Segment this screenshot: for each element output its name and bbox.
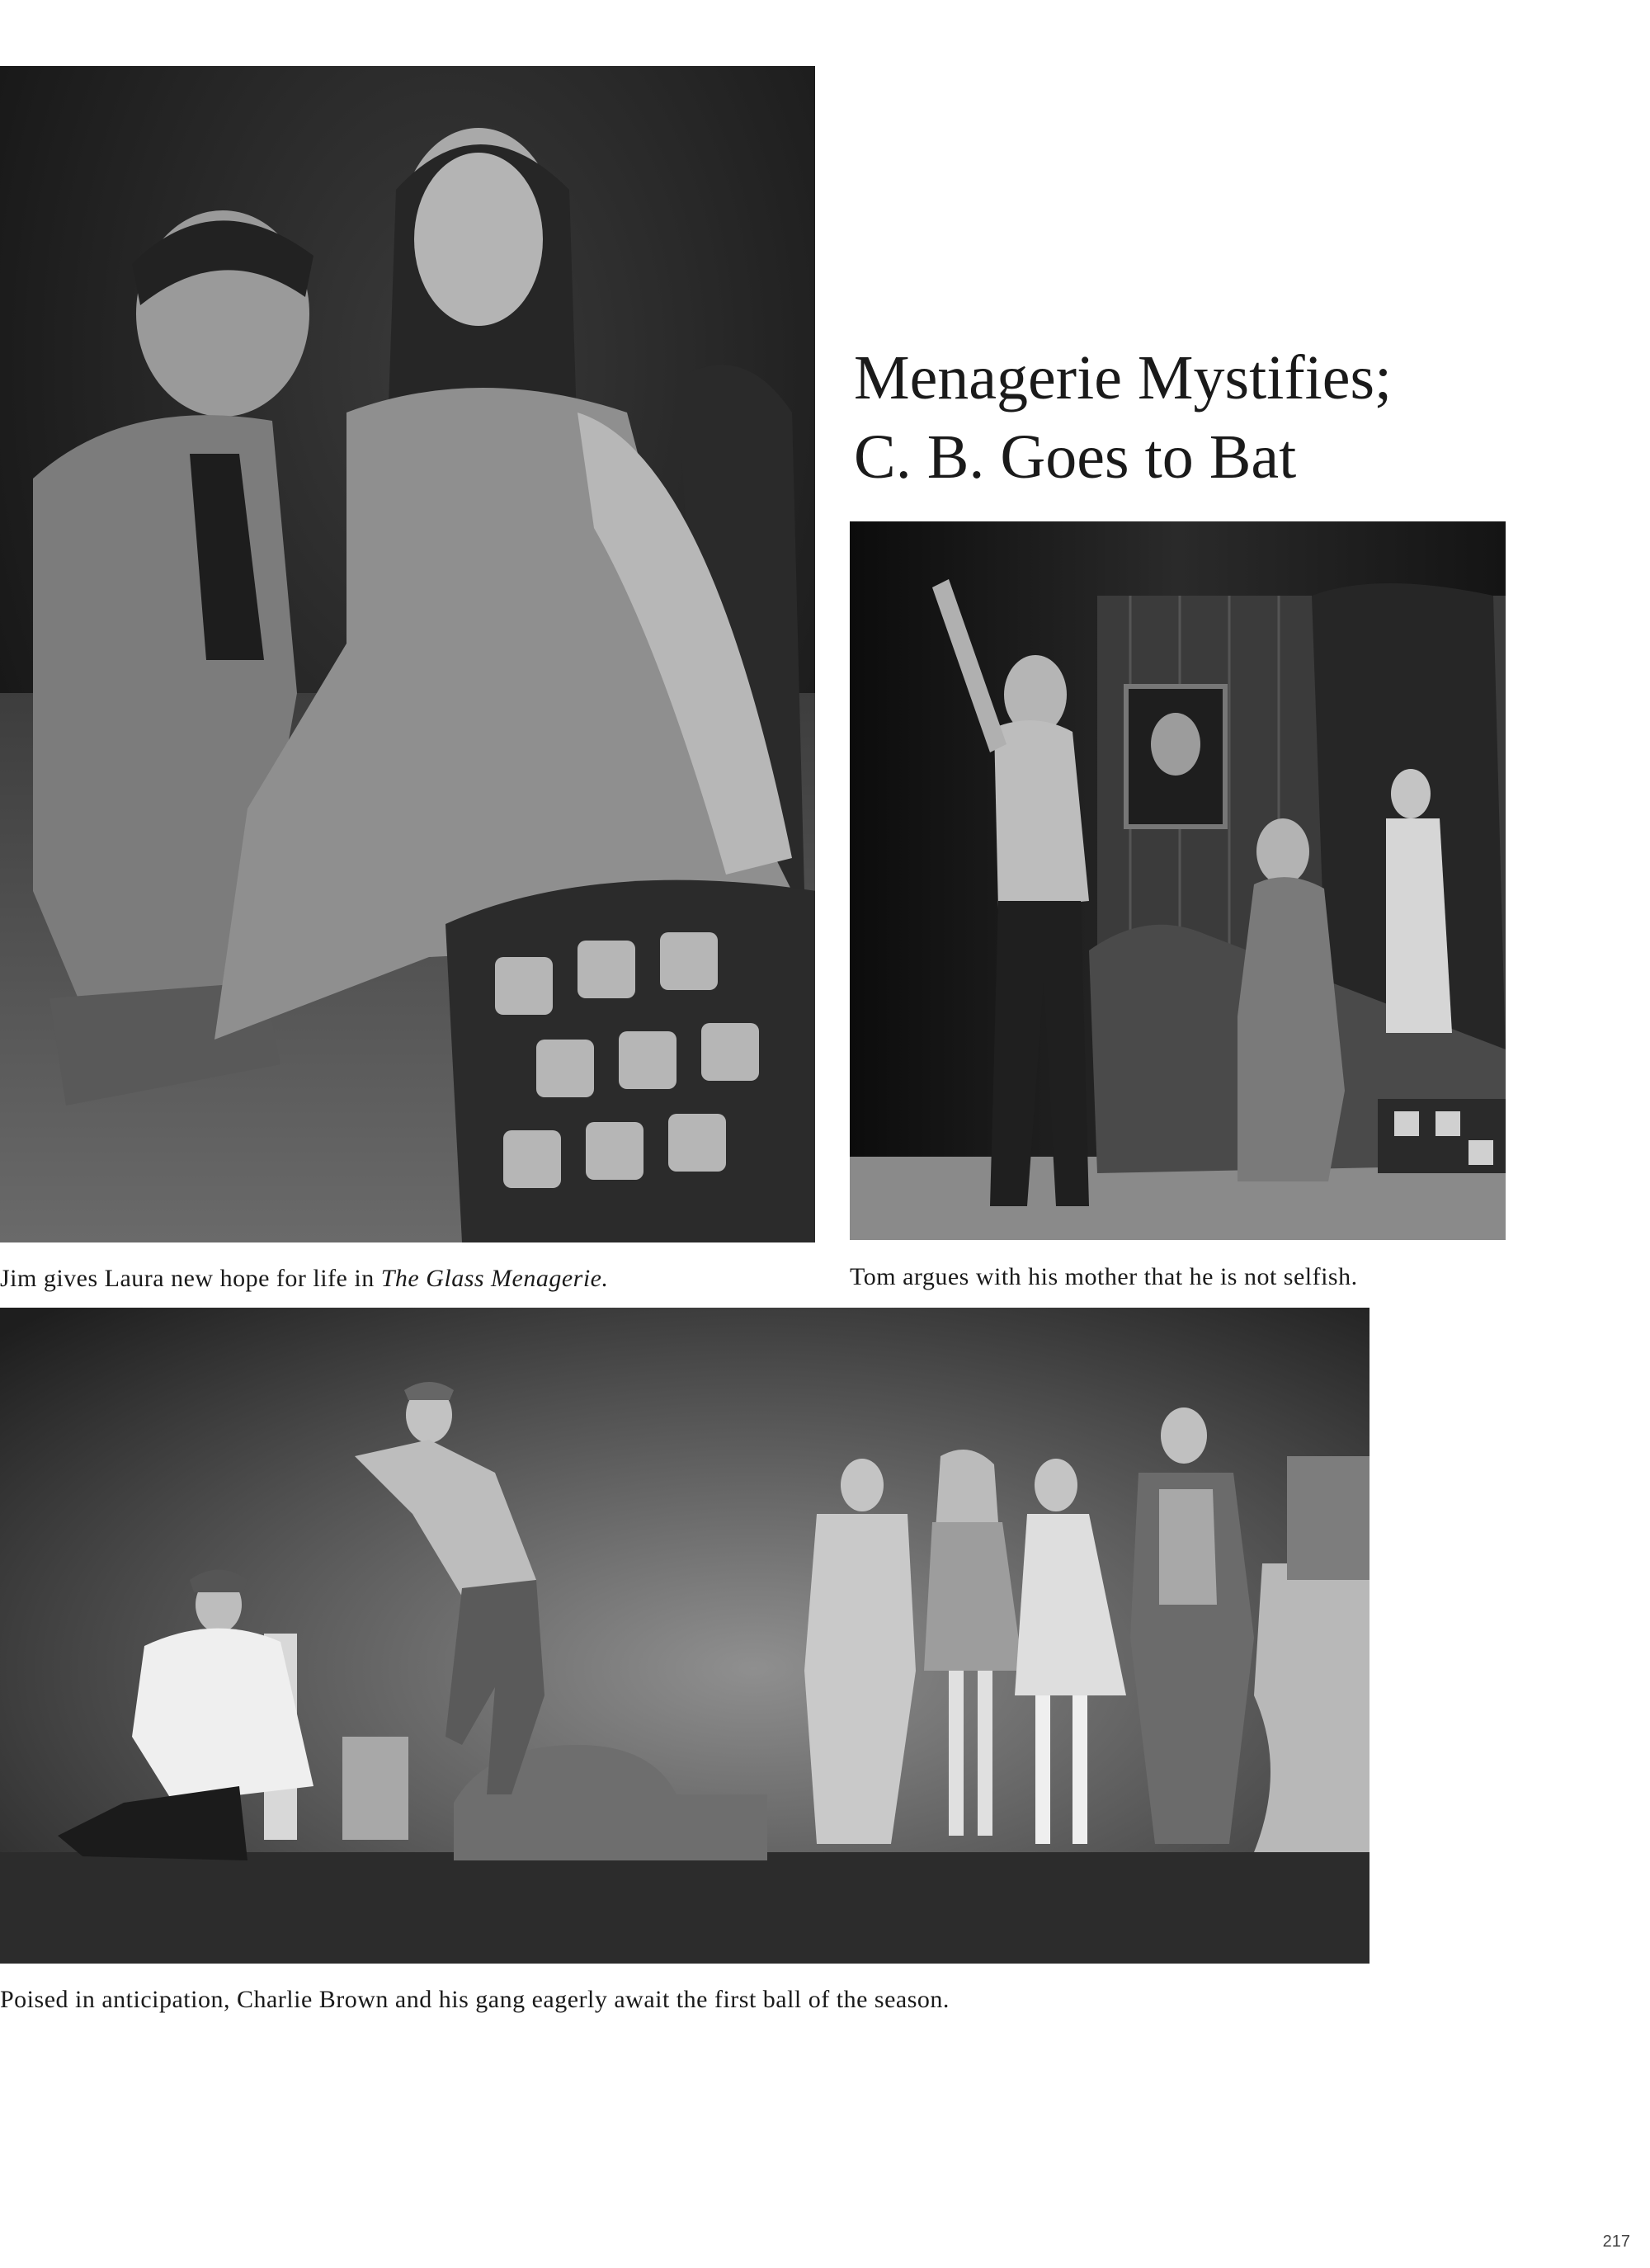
page-number: 217 [1602, 2233, 1630, 2251]
photo-charlie-brown-gang-image [0, 1308, 1370, 1964]
caption-tom-and-mother [850, 1262, 1358, 1292]
caption-jim-and-laura-text: Jim gives Laura new hope for life in [0, 1265, 381, 1292]
headline-line-1: Menagerie Mystifies; [854, 343, 1393, 413]
photo-tom-and-mother-image [850, 521, 1506, 1240]
caption-charlie-brown-gang [0, 1985, 950, 2015]
caption-jim-and-laura [0, 1264, 609, 1294]
photo-charlie-brown-gang [0, 1308, 1370, 1964]
photo-jim-and-laura-image [0, 66, 815, 1242]
headline-line-2: C. B. Goes to Bat [854, 422, 1297, 492]
caption-tom-and-mother-text: Tom argues with his mother that he is not selfish. [850, 1263, 1358, 1290]
photo-tom-and-mother [850, 521, 1506, 1240]
caption-charlie-brown-gang-text: Poised in anticipation, Charlie Brown and his gang eagerly await the first ball of the season. [0, 1986, 950, 2013]
page-headline [854, 338, 1596, 497]
photo-jim-and-laura [0, 66, 815, 1242]
caption-play-title: The Glass Menagerie. [380, 1265, 609, 1292]
